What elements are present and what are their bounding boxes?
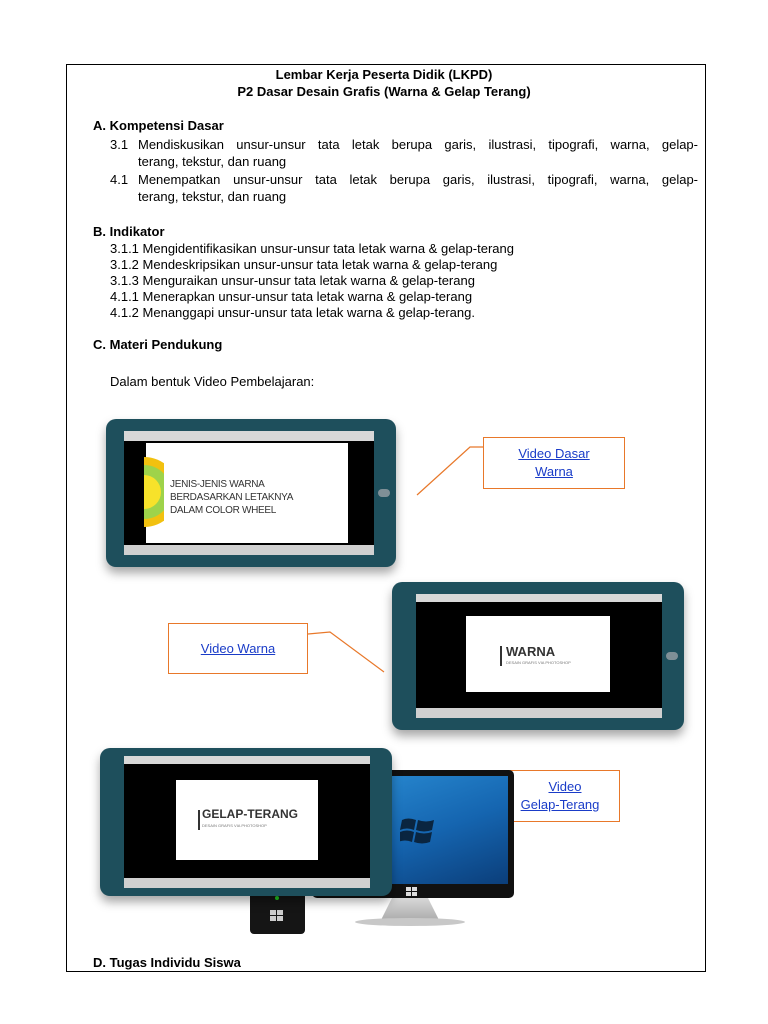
video-gelap-terang-link[interactable]: Video: [548, 779, 582, 794]
video-slide: [466, 616, 610, 692]
tablet-home-button: [378, 489, 390, 497]
tablet-home-button: [666, 652, 678, 660]
kd-text-line: terang, tekstur, dan ruang: [138, 189, 287, 204]
kd-number: 4.1: [110, 172, 129, 187]
color-wheel-icon: [144, 457, 164, 527]
slide-text-line: JENIS-JENIS WARNA: [170, 479, 265, 490]
indicator-item: 3.1.1 Mengidentifikasikan unsur-unsur tata letak warna & gelap-terang: [110, 241, 514, 256]
player-toolbar: [124, 431, 374, 441]
indicator-item: 3.1.2 Mendeskripsikan unsur-unsur tata letak warna & gelap-terang: [110, 257, 498, 272]
section-b-heading: B. Indikator: [93, 224, 165, 239]
kd-text-line: Menempatkan unsur-unsur tata letak berupa garis, ilustrasi, tipografi, warna, gelap-: [138, 172, 698, 187]
windows-logo-icon: [270, 910, 284, 922]
kd-text-line: Mendiskusikan unsur-unsur tata letak berupa garis, ilustrasi, tipografi, warna, gelap-: [138, 137, 698, 152]
kd-number: 3.1: [110, 137, 129, 152]
slide-title: GELAP-TERANG: [202, 807, 298, 821]
player-controls: [124, 545, 374, 555]
player-toolbar: [124, 756, 370, 764]
slide-title: WARNA: [506, 644, 556, 659]
video-warna-callout: [168, 623, 308, 674]
tablet-screen: [416, 594, 662, 718]
doc-subtitle: P2 Dasar Desain Grafis (Warna & Gelap Terang): [237, 84, 531, 99]
slide-text-line: BERDASARKAN LETAKNYA: [170, 492, 294, 503]
kd-text-line: terang, tekstur, dan ruang: [138, 154, 287, 169]
slide-subtitle: DESAIN GRAFIS VIA PHOTOSHOP: [506, 660, 571, 665]
section-a-heading: A. Kompetensi Dasar: [93, 118, 224, 133]
section-c-heading: C. Materi Pendukung: [93, 337, 223, 352]
indicator-item: 4.1.2 Menanggapi unsur-unsur tata letak warna & gelap-terang.: [110, 305, 475, 320]
video-dasar-warna-link-line2[interactable]: Warna: [535, 464, 573, 479]
tablet-screen: [124, 756, 370, 888]
player-controls: [416, 708, 662, 718]
slide-subtitle: DESAIN GRAFIS VIA PHOTOSHOP: [202, 823, 267, 828]
video-slide: [176, 780, 318, 860]
indicator-item: 4.1.1 Menerapkan unsur-unsur tata letak warna & gelap-terang: [110, 289, 473, 304]
indicator-item: 3.1.3 Menguraikan unsur-unsur tata letak warna & gelap-terang: [110, 273, 475, 288]
tablet-video-warna: [392, 582, 684, 730]
callout-pointer: [308, 628, 388, 674]
tablet-screen: [124, 431, 374, 555]
activity-led: [275, 896, 279, 900]
video-dasar-warna-link[interactable]: Video Dasar: [518, 446, 590, 461]
tablet-video-dasar-warna: [106, 419, 396, 567]
player-controls: [124, 878, 370, 888]
video-dasar-warna-callout: [483, 437, 625, 489]
windows-logo-icon: [406, 887, 418, 897]
video-gelap-terang-link-line2[interactable]: Gelap-Terang: [520, 797, 600, 812]
callout-pointer: [415, 445, 485, 497]
windows-logo-icon: [400, 816, 436, 846]
section-d-heading: D. Tugas Individu Siswa: [93, 955, 241, 970]
slide-accent-bar: [500, 646, 502, 666]
monitor-stand-base: [355, 918, 465, 926]
slide-accent-bar: [198, 810, 200, 830]
slide-text-line: DALAM COLOR WHEEL: [170, 505, 277, 516]
player-toolbar: [416, 594, 662, 602]
tablet-video-gelap-terang: [100, 748, 392, 896]
doc-title: Lembar Kerja Peserta Didik (LKPD): [275, 67, 493, 82]
video-warna-link[interactable]: Video Warna: [200, 640, 276, 656]
video-slide: [146, 443, 348, 543]
materi-intro: Dalam bentuk Video Pembelajaran:: [110, 374, 315, 389]
